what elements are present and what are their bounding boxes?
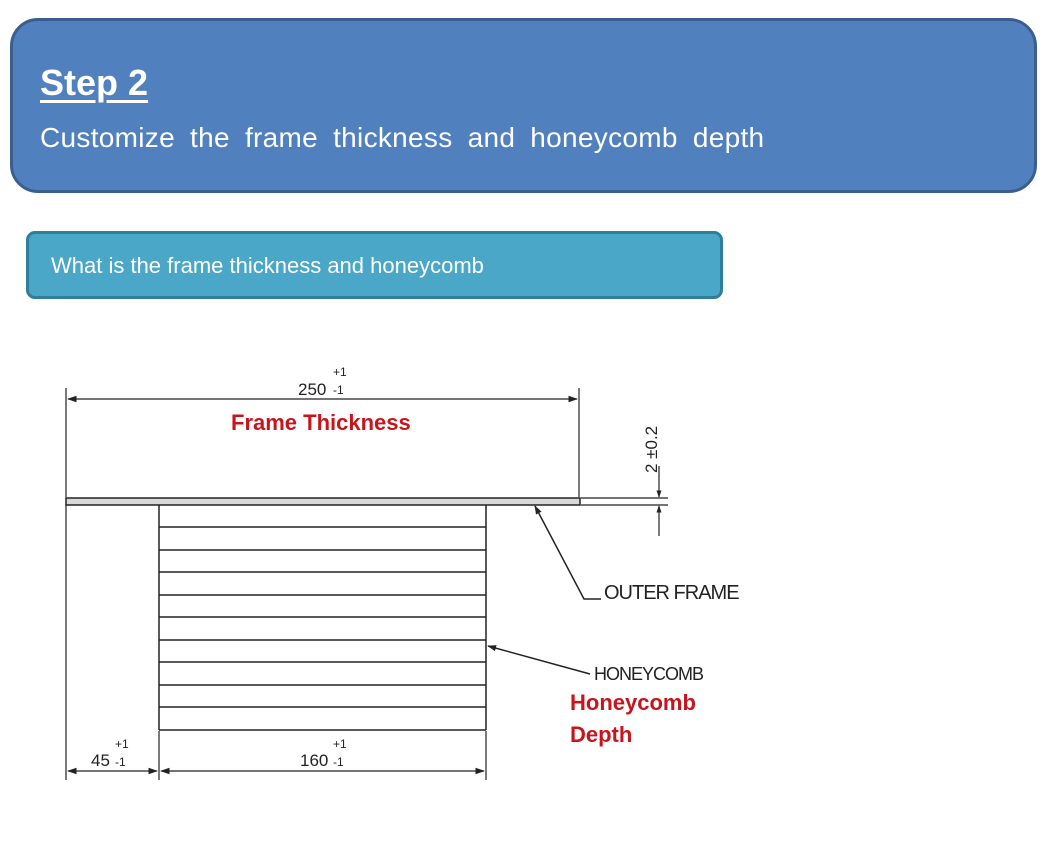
honeycomb-leader: [488, 646, 590, 674]
step-title: Step 2: [40, 62, 149, 103]
dimension-side: [581, 466, 668, 536]
outer-frame-plate: [66, 498, 580, 505]
outer-frame-leader: [535, 506, 601, 599]
dimension-bottom: [66, 505, 486, 780]
dim-bottom-tol-plus: +1: [333, 737, 347, 751]
dim-bottom-value: 160: [300, 751, 329, 770]
dimension-top: [66, 388, 579, 497]
step-subtitle: Customize the frame thickness and honeycomb depth: [40, 122, 765, 153]
dim-top-value: 250: [298, 380, 327, 399]
dim-top-tol-plus: +1: [333, 365, 347, 379]
honeycomb-label: HONEYCOMB: [594, 664, 704, 684]
dim-left-bottom-tol-minus: -1: [115, 755, 126, 769]
frame-thickness-label: Frame Thickness: [231, 410, 411, 435]
honeycomb-body: [159, 505, 486, 730]
dim-left-bottom-tol-plus: +1: [115, 737, 129, 751]
dim-side-value: 2 ±0.2: [642, 425, 661, 473]
dim-top-tol-minus: -1: [333, 383, 344, 397]
question-text: What is the frame thickness and honeycomb: [51, 253, 484, 278]
dim-bottom-tol-minus: -1: [333, 755, 344, 769]
dim-left-bottom-value: 45: [91, 751, 110, 770]
outer-frame-label: OUTER FRAME: [604, 582, 739, 604]
honeycomb-depth-label-line2: Depth: [570, 722, 633, 747]
honeycomb-depth-label-line1: Honeycomb: [570, 690, 696, 715]
